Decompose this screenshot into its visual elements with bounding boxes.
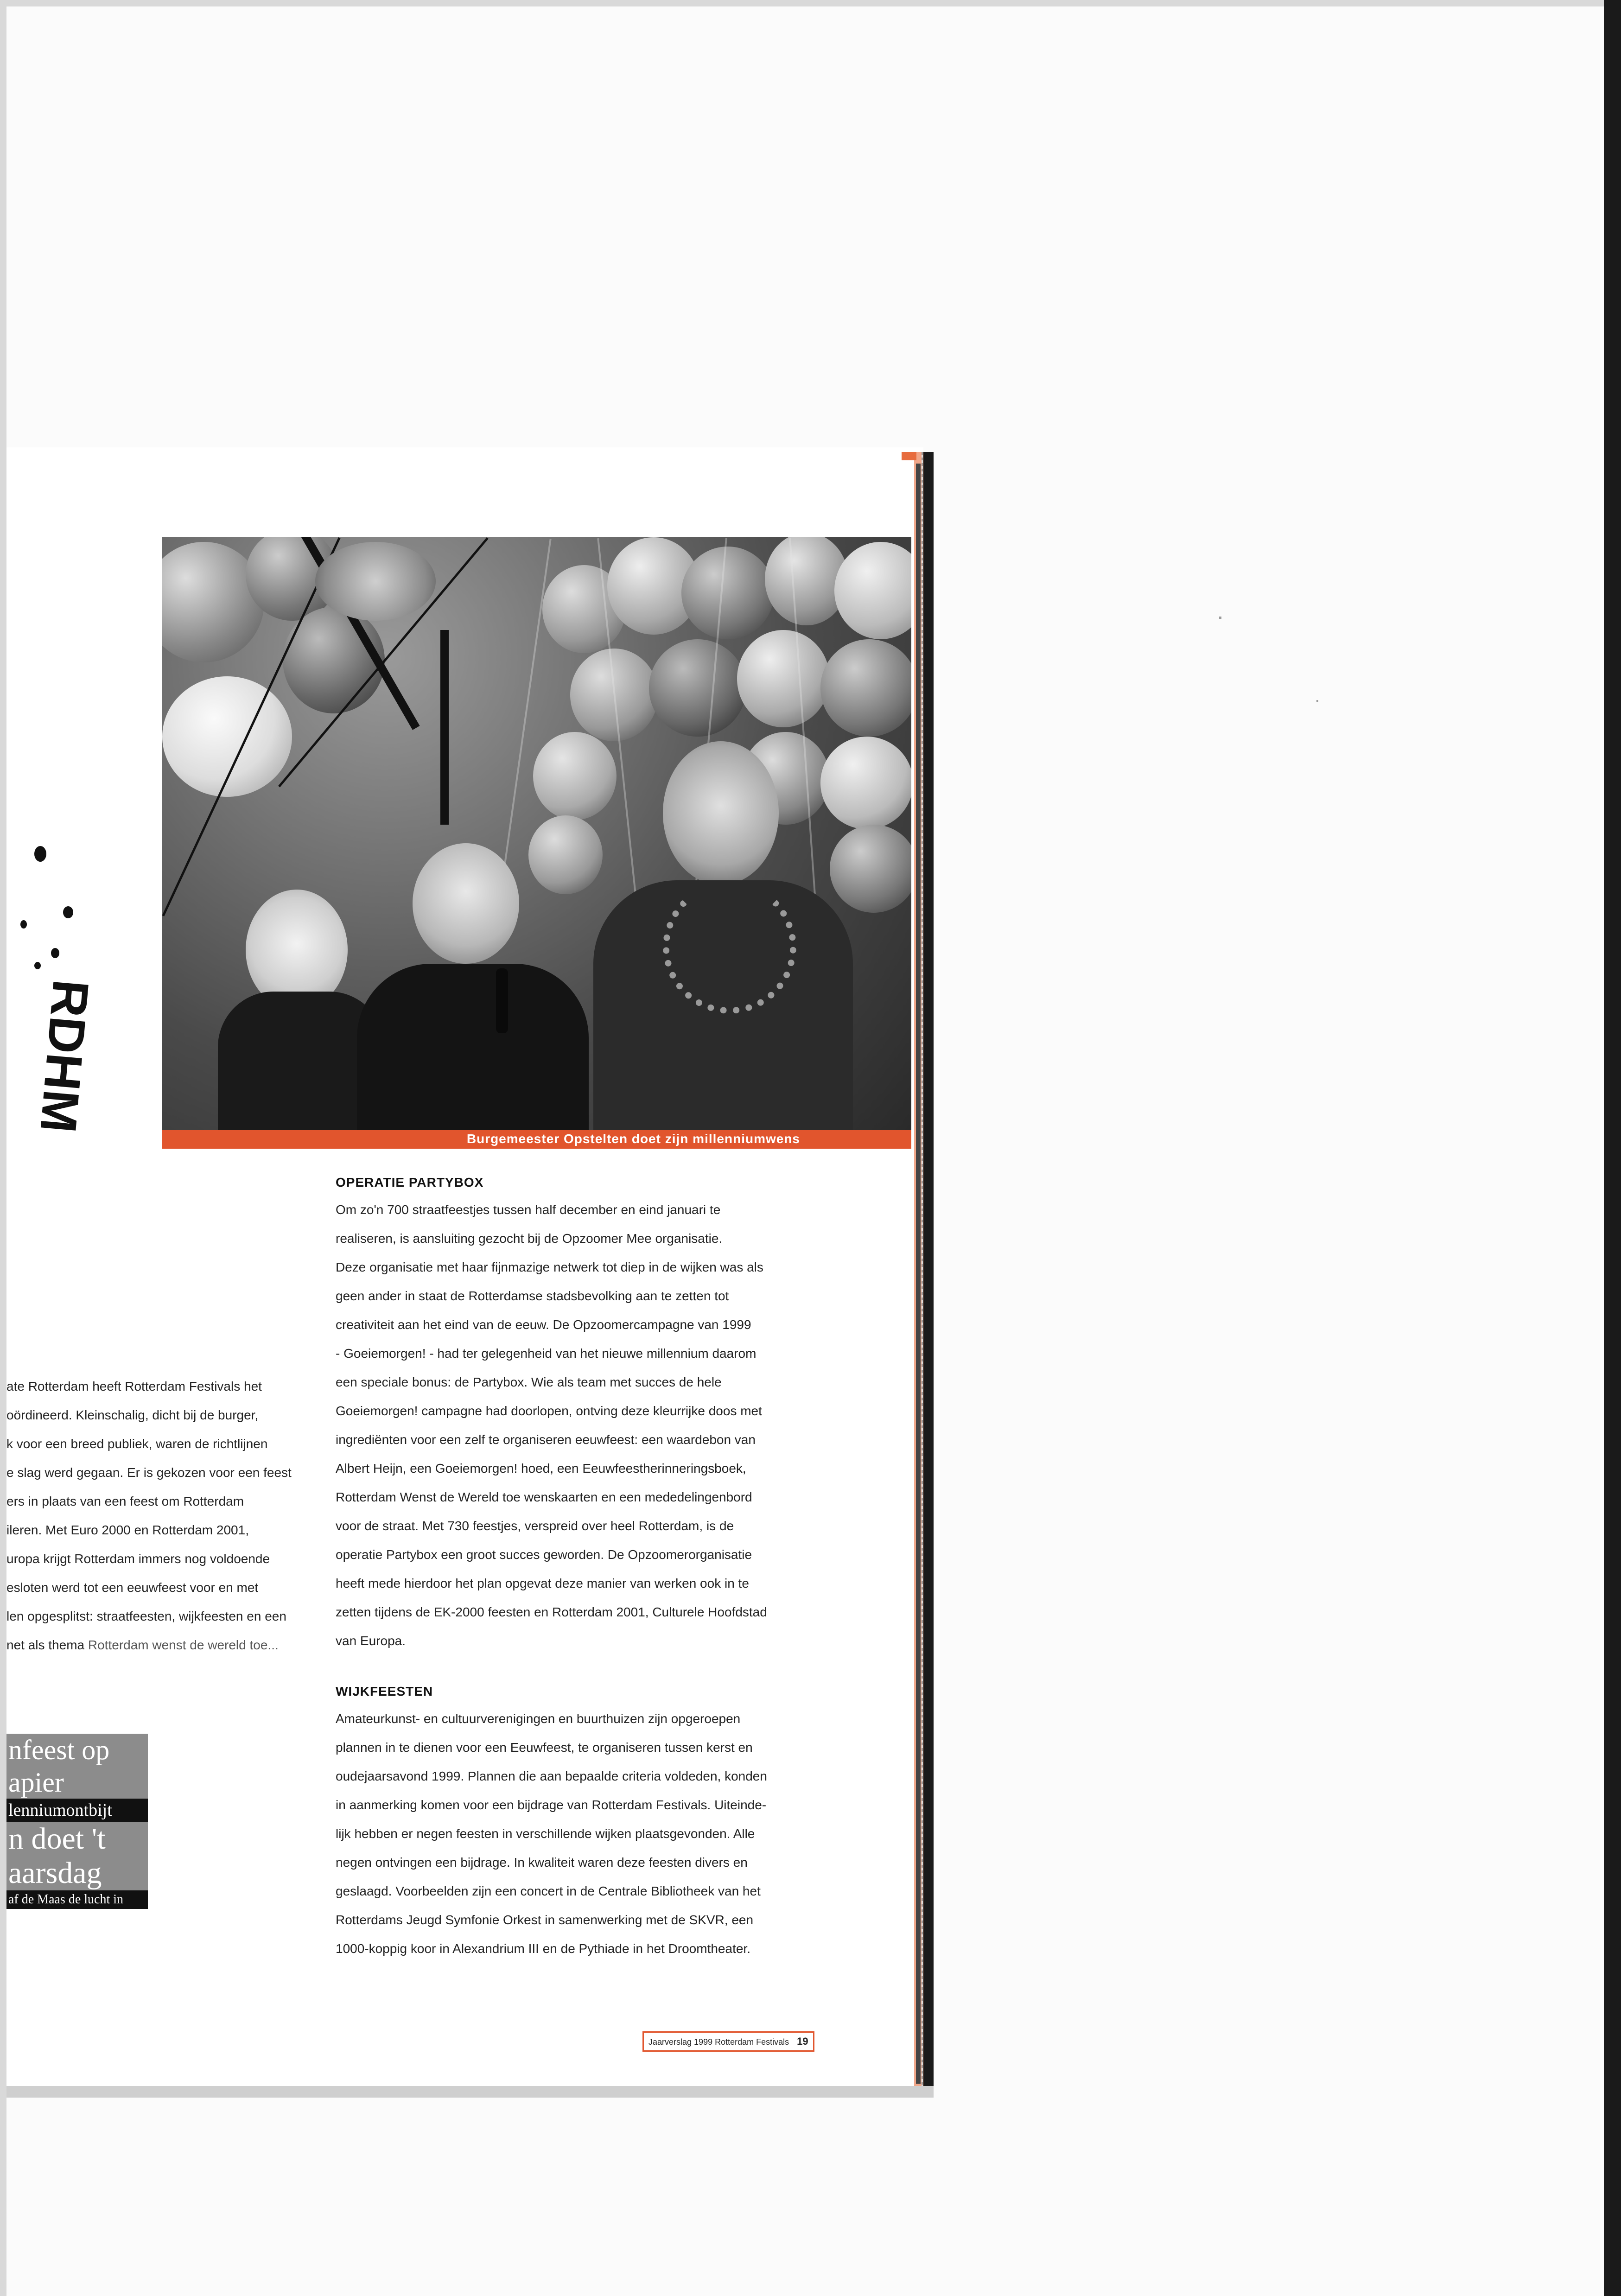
man-with-microphone-figure bbox=[357, 843, 589, 1131]
text-line: uropa krijgt Rotterdam immers nog voldoende bbox=[6, 1552, 270, 1566]
text-line: Deze organisatie met haar fijnmazige netwerk tot diep in de wijken was als bbox=[336, 1260, 763, 1274]
text-line: voor de straat. Met 730 feestjes, verspreid over heel Rotterdam, is de bbox=[336, 1519, 734, 1533]
text-line: negen ontvingen een bijdrage. In kwaliteit waren deze feesten divers en bbox=[336, 1855, 748, 1870]
text-line: ers in plaats van een feest om Rotterdam bbox=[6, 1494, 244, 1508]
balloon bbox=[649, 639, 746, 737]
text-line: oudejaarsavond 1999. Plannen die aan bepaalde criteria voldeden, konden bbox=[336, 1769, 767, 1783]
magazine-page bbox=[6, 447, 923, 2086]
photo-caption-bar bbox=[162, 1130, 911, 1149]
scan-right-edge bbox=[1604, 0, 1621, 2296]
section-body bbox=[336, 1705, 818, 1963]
section-body bbox=[336, 1196, 818, 1655]
balloon bbox=[681, 547, 774, 639]
clipping-headline: n doet 't bbox=[6, 1822, 148, 1856]
scan-left-edge bbox=[0, 0, 6, 2296]
page-stack-edge bbox=[922, 452, 923, 2086]
text-line: 1000-koppig koor in Alexandrium III en de Pythiade in het Droomtheater. bbox=[336, 1941, 750, 1956]
text-line: in aanmerking komen voor een bijdrage van Rotterdam Festivals. Uiteinde- bbox=[336, 1798, 767, 1812]
chain bbox=[440, 630, 449, 825]
text-line: plannen in te dienen voor een Eeuwfeest, te organiseren tussen kerst en bbox=[336, 1740, 753, 1755]
text-line: creativiteit aan het eind van de eeuw. De Opzoomercampagne van 1999 bbox=[336, 1317, 751, 1332]
text-line: - Goeiemorgen! - had ter gelegenheid van het nieuwe millennium daarom bbox=[336, 1346, 756, 1361]
clipping-subheadline: lenniumontbijt bbox=[6, 1799, 148, 1822]
section-heading: OPERATIE PARTYBOX bbox=[336, 1175, 484, 1189]
decorative-dot bbox=[63, 906, 73, 918]
event-photo bbox=[162, 537, 911, 1131]
page-corner-accent bbox=[902, 452, 916, 460]
text-line: Rotterdams Jeugd Symfonie Orkest in samenwerking met de SKVR, een bbox=[336, 1913, 754, 1927]
text-line: realiseren, is aansluiting gezocht bij de Opzoomer Mee organisatie. bbox=[336, 1231, 723, 1246]
text-line: geslaagd. Voorbeelden zijn een concert in de Centrale Bibliotheek van het bbox=[336, 1884, 761, 1898]
text-line: oördineerd. Kleinschalig, dicht bij de burger, bbox=[6, 1408, 259, 1422]
page-bottom-edge bbox=[6, 2086, 934, 2098]
page-edge-dark bbox=[916, 464, 921, 2084]
text-line: e slag werd gegaan. Er is gekozen voor een feest bbox=[6, 1465, 292, 1480]
page-footer bbox=[642, 2031, 814, 2052]
balloon bbox=[834, 542, 911, 639]
main-text-column bbox=[336, 1175, 818, 1963]
decorative-dot bbox=[51, 948, 59, 958]
mayor-figure bbox=[593, 741, 853, 1131]
section-spacer bbox=[336, 1655, 818, 1684]
clipping-headline: aarsdag bbox=[6, 1856, 148, 1890]
text-line: Goeiemorgen! campagne had doorlopen, ontving deze kleurrijke doos met bbox=[336, 1404, 762, 1418]
newspaper-clipping bbox=[6, 1734, 148, 1909]
text-line: Albert Heijn, een Goeiemorgen! hoed, een Eeuwfeestherinneringsboek, bbox=[336, 1461, 746, 1476]
photo-caption: Burgemeester Opstelten doet zijn millenniumwens bbox=[466, 1132, 800, 1146]
text-line: ingrediënten voor een zelf te organiseren eeuwfeest: een waardebon van bbox=[336, 1432, 756, 1447]
scan-top-edge bbox=[0, 0, 1621, 6]
theme-name: Rotterdam wenst de wereld toe... bbox=[88, 1638, 279, 1652]
text-line: ate Rotterdam heeft Rotterdam Festivals het bbox=[6, 1379, 262, 1393]
text-line: Rotterdam Wenst de Wereld toe wenskaarten en een mededelingenbord bbox=[336, 1490, 752, 1504]
text-line: esloten werd tot een eeuwfeest voor en met bbox=[6, 1580, 259, 1595]
text-line: len opgesplitst: straatfeesten, wijkfeesten en een bbox=[6, 1609, 286, 1623]
text-line: ileren. Met Euro 2000 en Rotterdam 2001, bbox=[6, 1523, 249, 1537]
scan-speck bbox=[1316, 700, 1318, 702]
text-line: heeft mede hierdoor het plan opgevat deze manier van werken ook in te bbox=[336, 1576, 749, 1590]
microphone-windshield bbox=[315, 542, 436, 621]
balloon bbox=[820, 639, 911, 737]
section-heading: WIJKFEESTEN bbox=[336, 1684, 433, 1698]
scan-speck bbox=[1219, 617, 1221, 619]
text-line: k voor een breed publiek, waren de richtlijnen bbox=[6, 1437, 268, 1451]
decorative-dot bbox=[34, 962, 41, 969]
intro-text-column bbox=[6, 1372, 312, 1660]
text-line: een speciale bonus: de Partybox. Wie als team met succes de hele bbox=[336, 1375, 722, 1389]
text-line: zetten tijdens de EK-2000 feesten en Rotterdam 2001, Culturele Hoofdstad bbox=[336, 1605, 767, 1619]
text-line: lijk hebben er negen feesten in verschillende wijken plaatsgevonden. Alle bbox=[336, 1826, 755, 1841]
text-line: van Europa. bbox=[336, 1634, 406, 1648]
text-line: Amateurkunst- en cultuurverenigingen en buurthuizen zijn opgeroepen bbox=[336, 1711, 741, 1726]
page-shadow bbox=[923, 452, 934, 2088]
text-line bbox=[6, 1631, 312, 1660]
page-number: 19 bbox=[797, 2035, 808, 2047]
decorative-dot bbox=[34, 846, 46, 862]
decorative-dot bbox=[20, 920, 27, 929]
clipping-headline: nfeest op bbox=[6, 1734, 148, 1766]
clipping-caption: af de Maas de lucht in bbox=[6, 1890, 148, 1909]
clipping-headline: apier bbox=[6, 1766, 148, 1799]
footer-label: Jaarverslag 1999 Rotterdam Festivals bbox=[648, 2037, 789, 2047]
balloon bbox=[737, 630, 830, 727]
text-line: operatie Partybox een groot succes geworden. De Opzoomerorganisatie bbox=[336, 1547, 752, 1562]
decorative-rotated-lettering: RDHM bbox=[29, 977, 100, 1135]
text-line: geen ander in staat de Rotterdamse stadsbevolking aan te zetten tot bbox=[336, 1289, 729, 1303]
text-fragment: net als thema bbox=[6, 1638, 85, 1652]
text-line: Om zo'n 700 straatfeestjes tussen half december en eind januari te bbox=[336, 1202, 721, 1217]
